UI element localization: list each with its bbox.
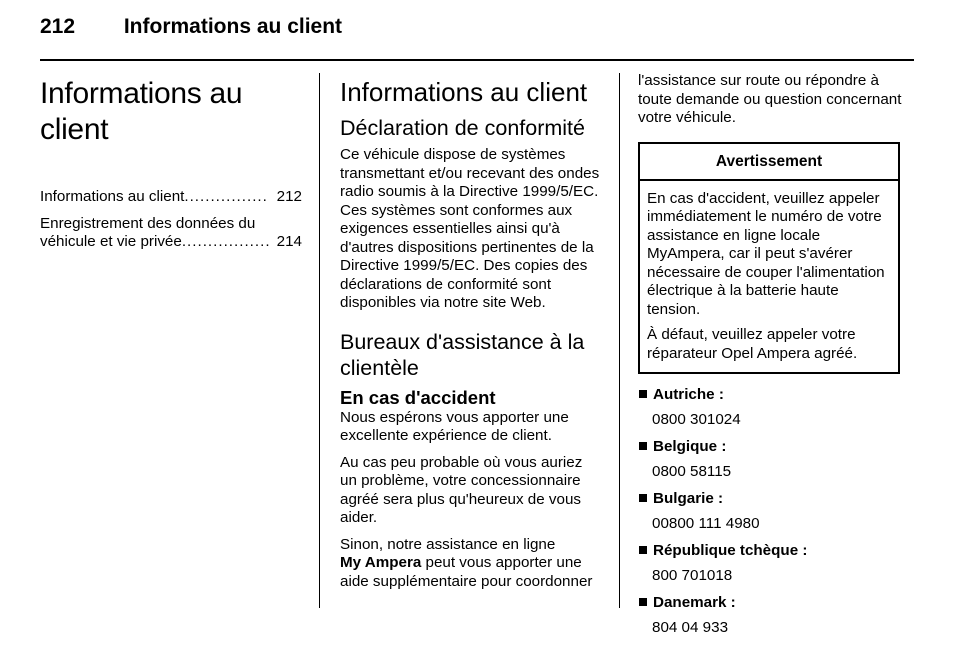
country-phone: 800 701018: [652, 566, 733, 584]
conformity-heading: Déclaration de conformité: [340, 116, 585, 140]
chapter-title: Informations au client: [40, 77, 243, 146]
list-item: [638, 490, 904, 533]
conformity-text: Ce véhicule dispose de systèmes transmettant et/ou recevant des ondes radio soumis à la Directive 1999/5/EC. Ces systèmes sont conformes aux exigences essentielles ainsi qu'à d'autres dispositions pertinentes de la Directive 1999/5/EC. Des copies des déclarations de conformité sont disponibles via notre site Web.: [340, 146, 600, 311]
bullet-icon: [639, 442, 647, 450]
bullet-icon: [639, 390, 647, 398]
accident-paragraph-3-end: peut vous apporter une aide supplémentaire pour coordonner: [340, 554, 593, 590]
left-column: [40, 72, 302, 260]
page-header: [40, 14, 920, 40]
section-title: Informations au client: [340, 77, 588, 107]
bullet-icon: [639, 494, 647, 502]
toc-item-page: 214: [276, 233, 302, 250]
country-phone: 00800 111 4980: [652, 514, 760, 532]
page-number: 212: [40, 15, 76, 38]
bullet-icon: [639, 546, 647, 554]
table-of-contents: [40, 188, 302, 252]
my-ampera-name: My Ampera: [340, 554, 422, 571]
toc-leader-dots: .................: [181, 233, 271, 250]
header-rule: [40, 59, 914, 61]
warning-paragraph-1: En cas d'accident, veuillez appeler immédiatement le numéro de votre assistance en ligne locale MyAmpera, car il peut s'avérer nécessaire de couper l'alimentation électrique à la batterie haute tension.: [647, 189, 885, 318]
warning-box: [638, 142, 900, 375]
middle-column: [340, 72, 602, 599]
toc-item-informations[interactable]: [40, 188, 302, 207]
accident-paragraph-1: Nous espérons vous apporter une excellente expérience de client.: [340, 408, 569, 444]
list-item: [638, 386, 904, 429]
warning-title: Avertissement: [640, 144, 898, 181]
country-list: [638, 386, 904, 637]
country-name: Danemark :: [653, 594, 736, 611]
accident-paragraph-2: Au cas peu probable où vous auriez un problème, votre concessionnaire agréé sera plus qu'heureux de vous aider.: [340, 453, 583, 526]
toc-item-label: Enregistrement des données du: [40, 214, 256, 232]
accident-paragraph-3-start: Sinon, notre assistance en ligne: [340, 535, 556, 553]
running-title: Informations au client: [123, 15, 343, 38]
list-item: [638, 542, 904, 585]
accident-paragraph-3: [340, 536, 602, 592]
country-phone: 0800 58115: [652, 462, 732, 480]
bullet-icon: [639, 598, 647, 606]
accident-heading: En cas d'accident: [340, 386, 496, 408]
list-item: [638, 438, 904, 481]
column-divider-right: [619, 73, 620, 608]
continued-text: l'assistance sur route ou répondre à toute demande ou question concernant votre véhicule.: [638, 72, 902, 126]
country-name: Autriche :: [653, 386, 724, 403]
list-item: [638, 594, 904, 637]
toc-item-enregistrement[interactable]: [40, 215, 302, 252]
country-name: Bulgarie :: [653, 490, 724, 507]
toc-item-label: Informations au client: [40, 188, 185, 205]
toc-item-label-cont: véhicule et vie privée: [40, 233, 182, 250]
toc-leader-dots: ................: [184, 188, 268, 205]
country-phone: 0800 301024: [652, 410, 741, 428]
country-phone: 804 04 933: [652, 618, 729, 636]
column-divider-left: [319, 73, 320, 608]
offices-heading: Bureaux d'assistance à la clientèle: [340, 329, 585, 380]
country-name: République tchèque :: [653, 542, 808, 559]
toc-item-page: 212: [276, 188, 302, 205]
country-name: Belgique :: [653, 438, 727, 455]
right-column: [638, 72, 904, 646]
warning-paragraph-2: À défaut, veuillez appeler votre réparateur Opel Ampera agréé.: [647, 326, 858, 362]
